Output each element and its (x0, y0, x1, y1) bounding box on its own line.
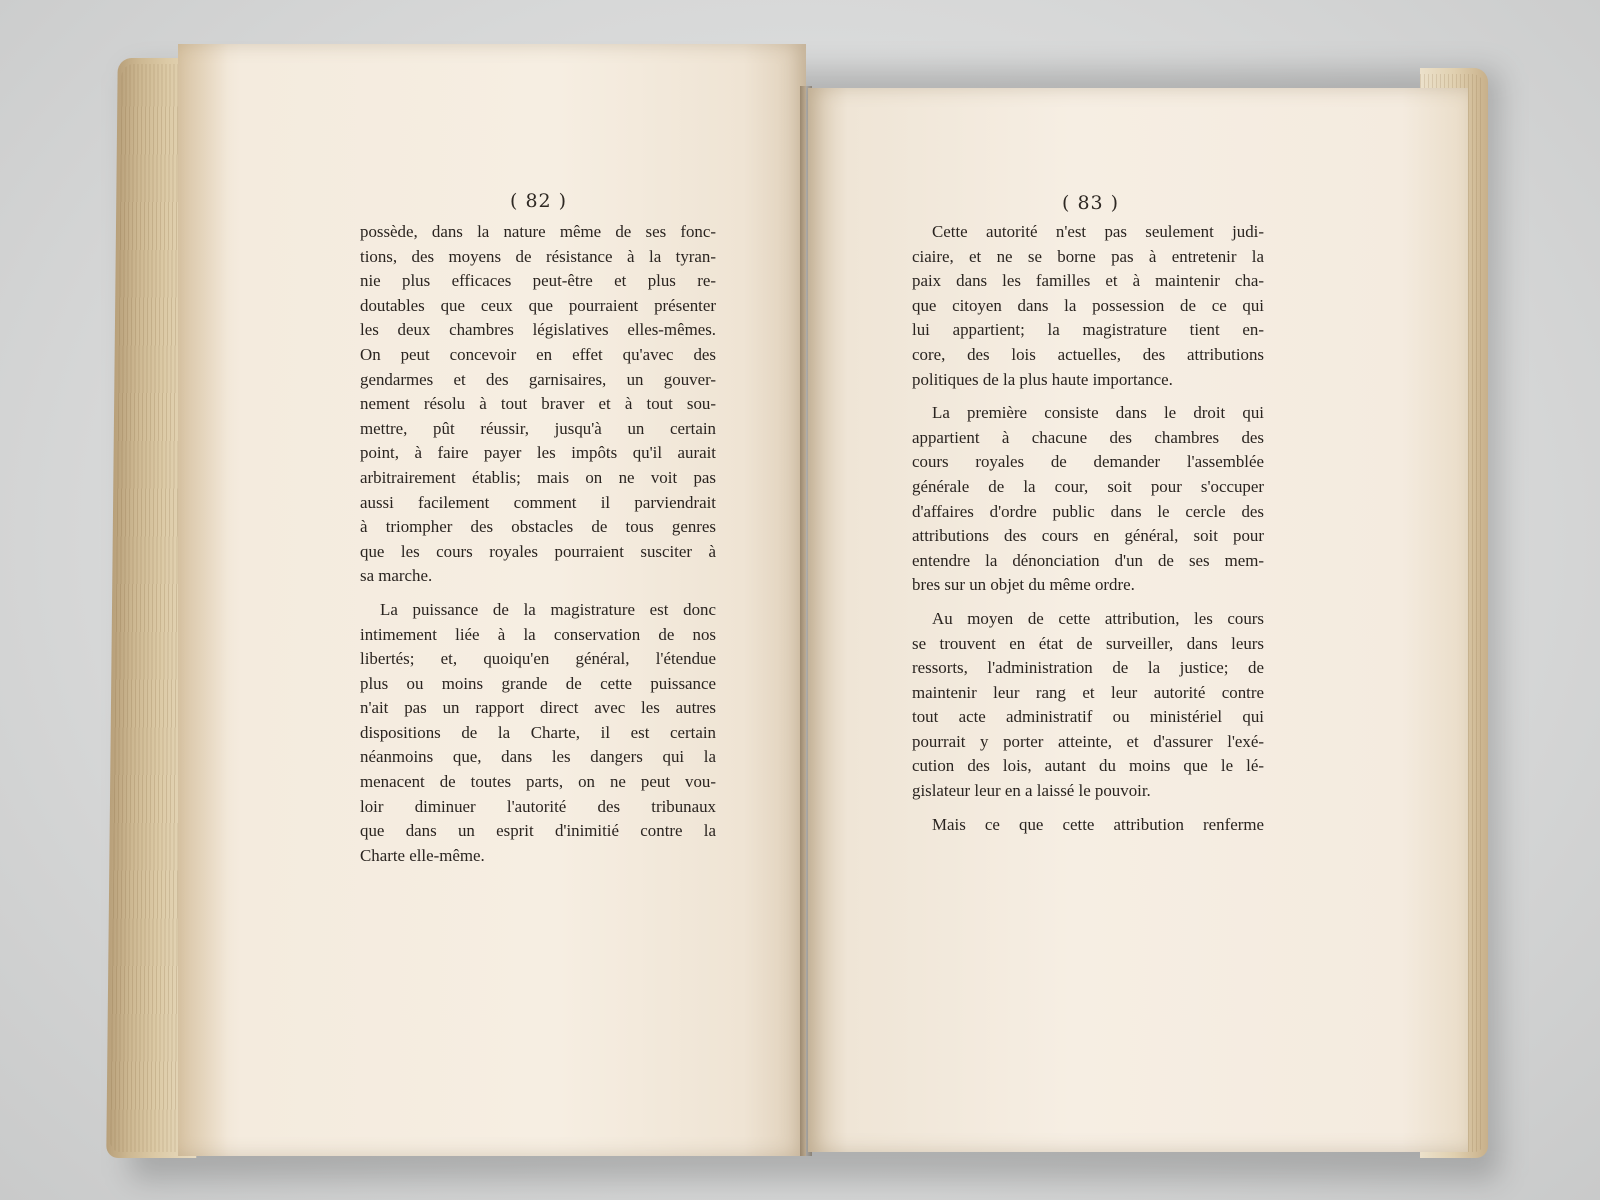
text-line: cours royales de demander l'assemblée (912, 452, 1264, 472)
text-line: nie plus efficaces peut-être et plus re- (360, 271, 716, 291)
text-line: que citoyen dans la possession de ce qui (912, 295, 1264, 315)
text-line: mettre, pût réussir, jusqu'à un certain (360, 418, 716, 438)
text-line: aussi facilement comment il parviendrait (360, 492, 716, 512)
text-line: cution des lois, autant du moins que le lé- (912, 756, 1264, 776)
left-page-text (360, 220, 716, 877)
text-line: à triompher des obstacles de tous genres (360, 517, 716, 537)
text-line: entendre la dénonciation d'un de ses mem- (912, 550, 1264, 570)
right-page-text (912, 220, 1264, 846)
left-page-number: ( 82 ) (510, 190, 568, 212)
text-line: pourrait y porter atteinte, et d'assurer l'exé- (912, 731, 1264, 751)
text-line: ciaire, et ne se borne pas à entretenir la (912, 246, 1264, 266)
right-page-number: ( 83 ) (1062, 192, 1120, 214)
text-line: point, à faire payer les impôts qu'il aurait (360, 443, 716, 463)
text-line: Mais ce que cette attribution renferme (932, 814, 1264, 834)
text-line: gendarmes et des garnisaires, un gouver- (360, 369, 716, 389)
text-line: plus ou moins grande de cette puissance (360, 673, 716, 693)
text-line: néanmoins que, dans les dangers qui la (360, 747, 716, 767)
paragraph (912, 813, 1264, 838)
text-line: Charte elle-même. (360, 845, 485, 865)
text-line: appartient à chacune des chambres des (912, 427, 1264, 447)
text-line: doutables que ceux que pourraient présenter (360, 295, 716, 315)
text-line: dispositions de la Charte, il est certain (360, 722, 716, 742)
paragraph (360, 220, 716, 589)
paragraph (912, 220, 1264, 392)
text-line: tout acte administratif ou ministériel qui (912, 707, 1264, 727)
text-line: On peut concevoir en effet qu'avec des (360, 344, 716, 364)
paragraph (360, 598, 716, 869)
text-line: La puissance de la magistrature est donc (380, 599, 716, 619)
paragraph (912, 401, 1264, 598)
text-line: que les cours royales pourraient susciter à (360, 541, 716, 561)
text-line: n'ait pas un rapport direct avec les autres (360, 698, 716, 718)
text-line: La première consiste dans le droit qui (932, 403, 1264, 423)
text-line: politiques de la plus haute importance. (912, 369, 1173, 389)
text-line: core, des lois actuelles, des attributions (912, 344, 1264, 364)
text-line: d'affaires d'ordre public dans le cercle des (912, 501, 1264, 521)
page-stain (178, 44, 228, 1156)
text-line: les deux chambres législatives elles-mêmes. (360, 320, 716, 340)
text-line: libertés; et, quoiqu'en général, l'étendue (360, 649, 716, 669)
text-line: lui appartient; la magistrature tient en- (912, 320, 1264, 340)
text-line: loir diminuer l'autorité des tribunaux (360, 796, 716, 816)
text-line: intimement liée à la conservation de nos (360, 624, 716, 644)
text-line: ressorts, l'administration de la justice; de (912, 658, 1264, 678)
right-page (808, 88, 1468, 1152)
text-line: possède, dans la nature même de ses fonc- (360, 222, 716, 241)
text-line: nement résolu à tout braver et à tout sou- (360, 394, 716, 414)
text-line: maintenir leur rang et leur autorité contre (912, 682, 1264, 702)
text-line: Au moyen de cette attribution, les cours (932, 608, 1264, 628)
text-line: tions, des moyens de résistance à la tyran- (360, 246, 716, 266)
text-line: menacent de toutes parts, on ne peut vou- (360, 772, 716, 792)
text-line: Cette autorité n'est pas seulement judi- (932, 222, 1264, 241)
text-line: gislateur leur en a laissé le pouvoir. (912, 781, 1151, 801)
text-line: que dans un esprit d'inimitié contre la (360, 821, 716, 841)
text-line: générale de la cour, soit pour s'occuper (912, 476, 1264, 496)
text-line: attributions des cours en général, soit pour (912, 526, 1264, 546)
text-line: arbitrairement établis; mais on ne voit pas (360, 467, 716, 487)
text-line: sa marche. (360, 566, 433, 586)
left-page (178, 44, 806, 1156)
text-line: se trouvent en état de surveiller, dans leurs (912, 633, 1264, 653)
paragraph (912, 607, 1264, 804)
text-line: paix dans les familles et à maintenir cha- (912, 271, 1264, 291)
text-line: bres sur un objet du même ordre. (912, 575, 1135, 595)
